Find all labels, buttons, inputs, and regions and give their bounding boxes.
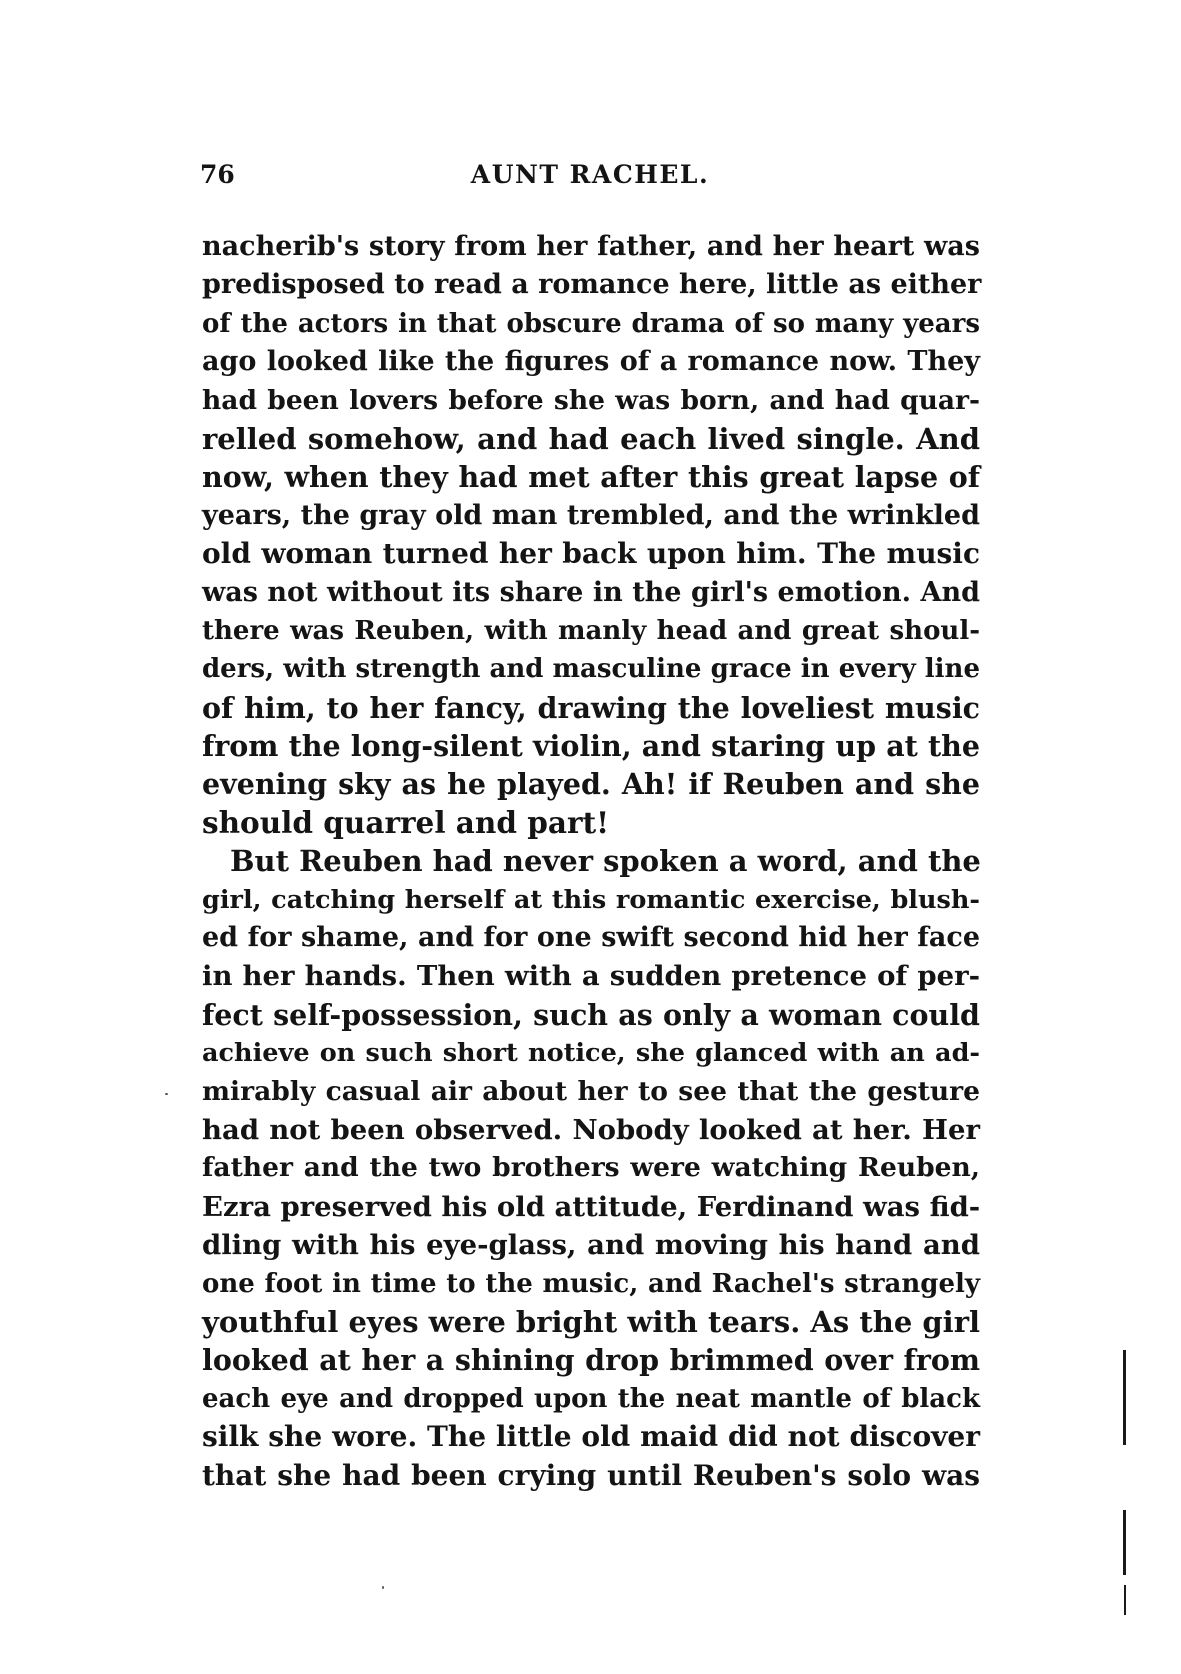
- margin-scan-mark: [1123, 1510, 1126, 1575]
- scan-speck: [165, 1093, 168, 1095]
- text-line: mirably casual air about her to see that the gesture: [202, 1075, 980, 1107]
- text-line: ed for shame, and for one swift second hid her face: [202, 922, 980, 954]
- text-line: from the long-silent violin, and staring up at the: [202, 729, 980, 764]
- text-line: fect self-possession, such as only a woman could: [202, 997, 980, 1032]
- running-title: AUNT RACHEL.: [470, 160, 710, 189]
- text-line: ders, with strength and masculine grace in every line: [202, 654, 980, 685]
- text-line: old woman turned her back upon him. The music: [202, 537, 980, 571]
- text-line: of the actors in that obscure drama of so many years: [202, 308, 980, 339]
- body-text: [202, 228, 980, 1495]
- text-line: years, the gray old man trembled, and the wrinkled: [202, 499, 980, 531]
- page-number: 76: [200, 160, 235, 189]
- text-line: had been lovers before she was born, and had quar-: [202, 384, 980, 416]
- text-line: evening sky as he played. Ah! if Reuben and she: [202, 767, 980, 802]
- text-line: But Reuben had never spoken a word, and the: [230, 844, 981, 879]
- scan-speck: [382, 1586, 384, 1589]
- text-line: should quarrel and part!: [202, 804, 610, 840]
- margin-scan-mark: [1124, 1585, 1126, 1615]
- text-line: Ezra preserved his old attitude, Ferdinand was fid-: [202, 1190, 981, 1223]
- text-line: youthful eyes were bright with tears. As the girl: [202, 1304, 980, 1339]
- paragraph: [202, 228, 980, 842]
- text-line: achieve on such short notice, she glanced with an ad-: [202, 1038, 980, 1069]
- text-line: ago looked like the figures of a romance now. They: [202, 346, 980, 378]
- text-line: each eye and dropped upon the neat mantle of black: [202, 1383, 980, 1414]
- text-line: relled somehow, and had each lived single. And: [202, 421, 980, 456]
- text-line: now, when they had met after this great lapse of: [202, 460, 980, 495]
- text-line: nacherib's story from her father, and her heart was: [202, 231, 980, 262]
- page-header: [200, 160, 980, 200]
- margin-scan-mark: [1123, 1350, 1126, 1445]
- text-line: dling with his eye-glass, and moving his hand and: [202, 1229, 980, 1262]
- text-line: predisposed to read a romance here, little as either: [202, 269, 982, 301]
- text-line: one foot in time to the music, and Rachel's strangely: [202, 1268, 980, 1299]
- text-line: of him, to her fancy, drawing the loveliest music: [202, 690, 980, 725]
- text-line: there was Reuben, with manly head and great shoul-: [202, 615, 980, 646]
- text-line: father and the two brothers were watching Reuben,: [202, 1152, 980, 1184]
- paragraph: [202, 842, 980, 1495]
- text-line: silk she wore. The little old maid did not discover: [202, 1420, 980, 1454]
- text-line: that she had been crying until Reuben's solo was: [202, 1458, 980, 1492]
- text-line: was not without its share in the girl's emotion. And: [202, 576, 980, 608]
- text-line: looked at her a shining drop brimmed over from: [202, 1343, 980, 1378]
- text-line: in her hands. Then with a sudden pretence of per-: [202, 960, 980, 993]
- text-line: had not been observed. Nobody looked at her. Her: [202, 1113, 980, 1146]
- text-line: girl, catching herself at this romantic exercise, blush-: [202, 884, 980, 915]
